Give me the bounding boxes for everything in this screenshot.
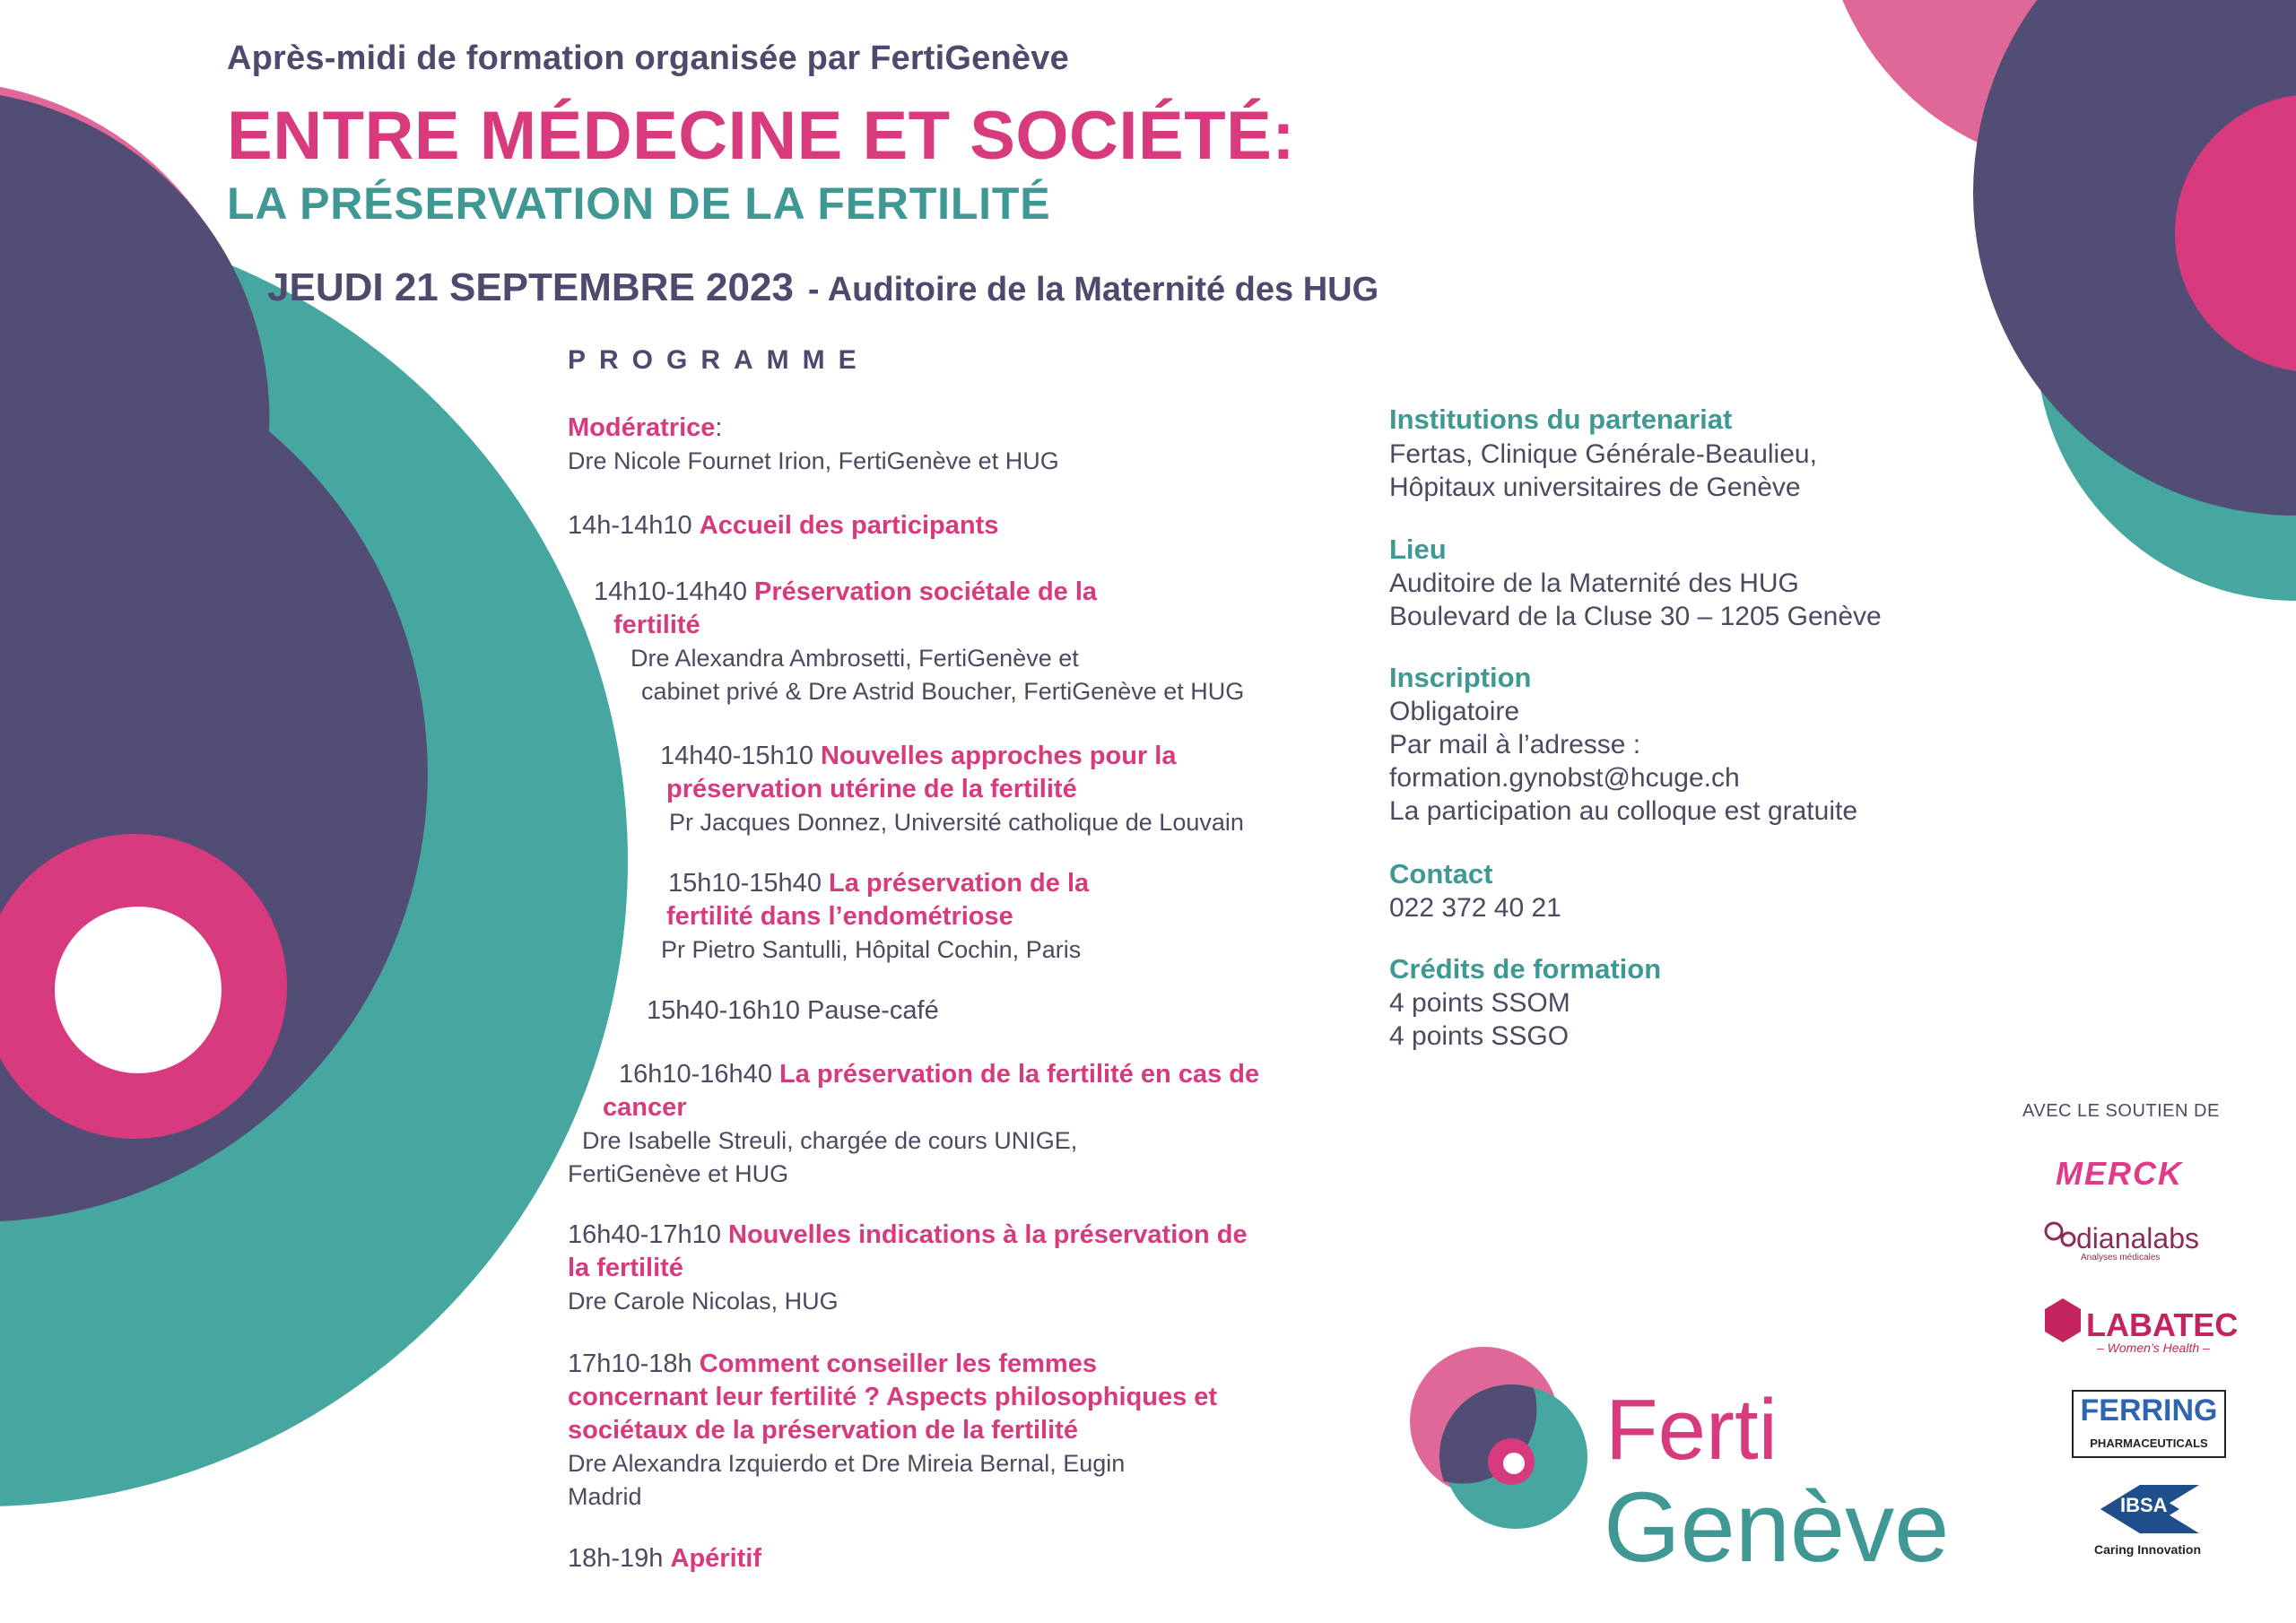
item-speaker: Pr Jacques Donnez, Université catholique de Louvain bbox=[669, 809, 1244, 836]
item-title: Accueil des participants bbox=[699, 511, 999, 540]
programme-item bbox=[594, 576, 1097, 609]
item-time: 17h10-18h bbox=[568, 1350, 692, 1378]
contact-heading: Contact bbox=[1389, 858, 1493, 890]
item-speaker: Dre Isabelle Streuli, chargée de cours UNIGE, bbox=[582, 1127, 1078, 1154]
item-speaker: FertiGenève et HUG bbox=[568, 1160, 789, 1187]
item-time: 18h-19h bbox=[568, 1544, 664, 1573]
item-time: 14h10-14h40 bbox=[594, 577, 747, 606]
item-time: 16h10-16h40 bbox=[619, 1060, 772, 1089]
lieu-line: Auditoire de la Maternité des HUG bbox=[1389, 568, 1799, 598]
item-title: La préservation de la fertilité en cas de bbox=[779, 1060, 1260, 1089]
programme-item bbox=[568, 1348, 1097, 1381]
ibsa-tagline: Caring Innovation bbox=[2094, 1542, 2201, 1557]
credits-line: 4 points SSOM bbox=[1389, 988, 1570, 1018]
programme-heading: PROGRAMME bbox=[568, 345, 870, 375]
item-title: Préservation sociétale de la bbox=[754, 577, 1098, 606]
partners-heading: Institutions du partenariat bbox=[1389, 404, 1733, 435]
merck-logo: MERCK bbox=[2056, 1155, 2183, 1192]
item-title-cont: la fertilité bbox=[568, 1254, 683, 1282]
item-speaker: Dre Alexandra Izquierdo et Dre Mireia Bernal, Eugin bbox=[568, 1450, 1126, 1477]
item-title-cont: fertilité dans l’endométriose bbox=[666, 902, 1013, 931]
item-title-cont: cancer bbox=[603, 1093, 687, 1122]
page-title: ENTRE MÉDECINE ET SOCIÉTÉ: bbox=[227, 98, 1296, 174]
contact-phone: 022 372 40 21 bbox=[1389, 893, 1561, 923]
item-title-cont: préservation utérine de la fertilité bbox=[666, 775, 1077, 803]
item-speaker: Dre Alexandra Ambrosetti, FertiGenève et bbox=[631, 645, 1079, 672]
item-title: Nouvelles approches pour la bbox=[821, 742, 1177, 770]
lieu-heading: Lieu bbox=[1389, 534, 1447, 565]
item-title-cont: fertilité bbox=[613, 611, 700, 639]
item-plain: Pause-café bbox=[807, 996, 939, 1025]
programme-item bbox=[668, 867, 1089, 900]
inscription-line: La participation au colloque est gratuite bbox=[1389, 796, 1858, 826]
programme-item bbox=[568, 1542, 761, 1575]
item-time: 16h40-17h10 bbox=[568, 1220, 721, 1249]
moderator-name: Dre Nicole Fournet Irion, FertiGenève et HUG bbox=[568, 447, 1059, 474]
item-title-cont: sociétaux de la préservation de la fertilité bbox=[568, 1416, 1078, 1445]
programme-item bbox=[647, 994, 939, 1028]
ferring-tagline: PHARMACEUTICALS bbox=[2090, 1436, 2208, 1450]
ibsa-logo: IBSA bbox=[2120, 1494, 2168, 1516]
dianalabs-logo: dianalabs bbox=[2076, 1222, 2199, 1254]
programme-item bbox=[568, 509, 998, 542]
credits-heading: Crédits de formation bbox=[1389, 953, 1662, 985]
item-time: 14h-14h10 bbox=[568, 511, 692, 540]
partners-line: Fertas, Clinique Générale-Beaulieu, bbox=[1389, 439, 1817, 469]
item-title: Comment conseiller les femmes bbox=[699, 1350, 1097, 1378]
page-subtitle: LA PRÉSERVATION DE LA FERTILITÉ bbox=[227, 178, 1051, 229]
partners-line: Hôpitaux universitaires de Genève bbox=[1389, 473, 1801, 502]
moderator-colon: : bbox=[715, 413, 723, 442]
item-time: 14h40-15h10 bbox=[660, 742, 813, 770]
item-speaker: Madrid bbox=[568, 1483, 642, 1510]
intro-line: Après-midi de formation organisée par FertiGenève bbox=[227, 39, 1069, 77]
lieu-line: Boulevard de la Cluse 30 – 1205 Genève bbox=[1389, 602, 1882, 631]
sponsors-label: AVEC LE SOUTIEN DE bbox=[2022, 1101, 2220, 1121]
moderator-line bbox=[568, 412, 722, 445]
logo-white-dot bbox=[1503, 1453, 1525, 1474]
item-title-cont: concernant leur fertilité ? Aspects philosophiques et bbox=[568, 1383, 1218, 1411]
inscription-line: Par mail à l’adresse : bbox=[1389, 730, 1641, 759]
labatec-logo: LABATEC bbox=[2086, 1306, 2239, 1343]
dianalabs-tagline: Analyses médicales bbox=[2081, 1253, 2161, 1263]
fertigeneve-logo-line1: Ferti bbox=[1605, 1382, 1778, 1478]
item-speaker: cabinet privé & Dre Astrid Boucher, FertiGenève et HUG bbox=[641, 678, 1245, 705]
inscription-line: Obligatoire bbox=[1389, 697, 1520, 726]
item-speaker: Pr Pietro Santulli, Hôpital Cochin, Paris bbox=[661, 936, 1082, 963]
moderator-label: Modératrice bbox=[568, 413, 716, 442]
credits-line: 4 points SSGO bbox=[1389, 1021, 1570, 1051]
programme-item bbox=[619, 1058, 1259, 1091]
inscription-email[interactable]: formation.gynobst@hcuge.ch bbox=[1389, 763, 1740, 793]
labatec-icon bbox=[2045, 1298, 2081, 1342]
dianalabs-icon bbox=[2046, 1223, 2062, 1239]
programme-item bbox=[660, 740, 1176, 773]
event-place: - Auditoire de la Maternité des HUG bbox=[807, 271, 1379, 308]
programme-item bbox=[568, 1219, 1248, 1252]
item-title: Apéritif bbox=[670, 1544, 761, 1573]
item-speaker: Dre Carole Nicolas, HUG bbox=[568, 1288, 839, 1315]
dianalabs-icon-dot bbox=[2062, 1233, 2074, 1245]
labatec-tagline: – Women’s Health – bbox=[2097, 1341, 2210, 1355]
item-title: Nouvelles indications à la préservation de bbox=[728, 1220, 1248, 1249]
item-time: 15h10-15h40 bbox=[668, 869, 822, 898]
ferring-logo: FERRING bbox=[2080, 1393, 2218, 1428]
fertigeneve-logo-line2: Genève bbox=[1604, 1472, 1950, 1583]
date-line bbox=[267, 265, 1378, 310]
item-title: La préservation de la bbox=[829, 869, 1090, 898]
left-white-circle bbox=[55, 907, 222, 1073]
inscription-heading: Inscription bbox=[1389, 662, 1532, 693]
event-date: JEUDI 21 SEPTEMBRE 2023 bbox=[267, 265, 794, 309]
item-time: 15h40-16h10 bbox=[647, 996, 800, 1025]
